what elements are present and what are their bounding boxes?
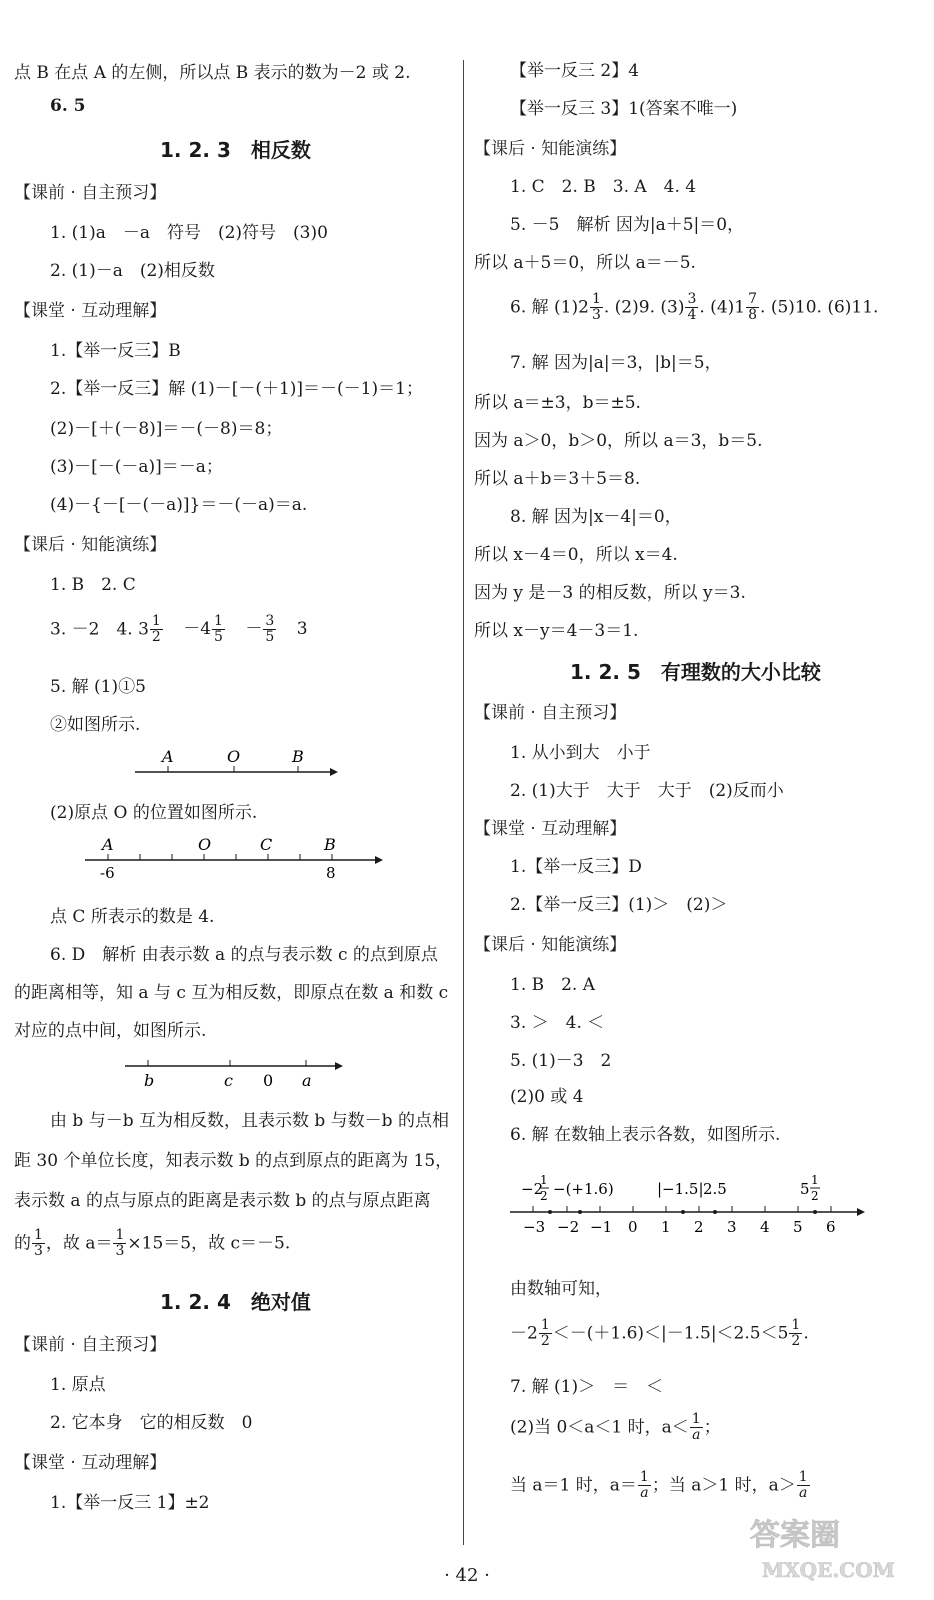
subsection-label: 【课后 · 知能演练】 bbox=[14, 535, 167, 555]
text-line: 2.【举一反三】解 (1)－[－(＋1)]＝－(－1)＝1； bbox=[50, 379, 423, 399]
text-line: 3. ＞ 4. ＜ bbox=[510, 1013, 605, 1033]
text-line: 1. 原点 bbox=[50, 1375, 106, 1395]
subsection-label: 【课前 · 自主预习】 bbox=[474, 703, 627, 723]
denominator: a bbox=[692, 1427, 701, 1444]
number-line-3 bbox=[120, 1052, 350, 1092]
point-label-numerator: 1 bbox=[811, 1173, 819, 1187]
numerator: 1 bbox=[540, 1317, 550, 1333]
text-line: 1.【举一反三】B bbox=[50, 341, 181, 361]
text-segment: . (4)1 bbox=[699, 297, 746, 318]
text-line: 1. B 2. C bbox=[50, 575, 136, 595]
text-line: 所以 x－y＝4－3＝1. bbox=[474, 621, 639, 641]
point-label-b: b bbox=[144, 1071, 155, 1090]
text-line: 1.【举一反三】D bbox=[510, 857, 642, 877]
denominator: 8 bbox=[748, 307, 758, 324]
text-line: 1.【举一反三 1】±2 bbox=[50, 1493, 210, 1513]
numerator: 1 bbox=[115, 1227, 125, 1243]
text-line: 5. 解 (1)①5 bbox=[50, 677, 146, 697]
number-line-2 bbox=[80, 832, 390, 882]
arrow-icon bbox=[335, 1062, 343, 1070]
text-line: 所以 a＋5＝0，所以 a＝－5. bbox=[474, 253, 696, 273]
point-label-c: c bbox=[224, 1071, 233, 1090]
fraction bbox=[32, 1228, 45, 1260]
text-segment: 3 bbox=[296, 619, 308, 640]
point-label: |−1.5| bbox=[657, 1180, 704, 1198]
fraction bbox=[263, 614, 276, 646]
denominator: 2 bbox=[540, 1333, 550, 1350]
point-label-denominator: 2 bbox=[811, 1189, 819, 1203]
text-segment: 6. 解 (1)2 bbox=[510, 297, 589, 318]
watermark-text: 答案圈 bbox=[750, 1518, 840, 1553]
numerator: 1 bbox=[791, 1317, 801, 1333]
text-segment: 当 a＝1 时，a＝ bbox=[510, 1475, 637, 1496]
text-segment: ； bbox=[703, 1417, 721, 1438]
numerator: 3 bbox=[687, 291, 697, 307]
text-segment: . bbox=[803, 1323, 809, 1344]
tick-label: 8 bbox=[326, 864, 336, 882]
text-segment: . (5)10. (6)11. bbox=[760, 297, 879, 318]
text-line: 对应的点中间，如图所示. bbox=[14, 1021, 207, 1041]
text-line: 所以 a＝±3，b＝±5. bbox=[474, 393, 641, 413]
denominator: a bbox=[640, 1485, 649, 1502]
text-segment: －2 bbox=[510, 1323, 538, 1344]
arrow-icon bbox=[375, 856, 383, 864]
ticks bbox=[108, 854, 332, 860]
section-heading-1-2-5: 1. 2. 5 有理数的大小比较 bbox=[570, 660, 821, 684]
fraction bbox=[746, 292, 759, 324]
text-line: 2.【举一反三】(1)＞ (2)＞ bbox=[510, 895, 728, 915]
text-line: ②如图所示. bbox=[50, 715, 141, 735]
point-label-B: B bbox=[292, 747, 304, 766]
fraction bbox=[590, 292, 603, 324]
text-segment: 3. －2 4. 3 bbox=[50, 619, 149, 640]
text-line-fractions bbox=[14, 1228, 290, 1260]
tick-label: 0 bbox=[628, 1218, 638, 1236]
fraction bbox=[539, 1318, 552, 1350]
subsection-label: 【课后 · 知能演练】 bbox=[474, 139, 627, 159]
text-segment: － bbox=[245, 619, 263, 640]
fraction bbox=[113, 1228, 126, 1260]
text-line: 5. －5 解析 因为|a＋5|＝0， bbox=[510, 215, 745, 235]
text-line: 点 B 在点 A 的左侧，所以点 B 表示的数为－2 或 2. bbox=[14, 63, 411, 83]
point-label-O: O bbox=[227, 747, 241, 766]
subsection-label: 【课后 · 知能演练】 bbox=[474, 935, 627, 955]
column-divider bbox=[463, 60, 464, 1545]
tick-label: 4 bbox=[760, 1218, 770, 1236]
numerator: 1 bbox=[639, 1469, 649, 1485]
page-number: · 42 · bbox=[444, 1565, 490, 1586]
point-label-B: B bbox=[324, 835, 336, 854]
text-segment: ×15＝5，故 c＝－5. bbox=[127, 1233, 291, 1254]
text-line: 由数轴可知， bbox=[510, 1279, 612, 1299]
text-line: 【举一反三 2】4 bbox=[510, 61, 640, 81]
number-line-1 bbox=[120, 742, 340, 782]
tick-label: 5 bbox=[793, 1218, 803, 1236]
text-line: (3)－[－(－a)]＝－a； bbox=[50, 457, 223, 477]
text-line: 6. 解 在数轴上表示各数，如图所示. bbox=[510, 1125, 781, 1145]
text-line: 2. (1)－a (2)相反数 bbox=[50, 261, 215, 281]
text-line-fractions bbox=[510, 1470, 811, 1502]
point-label: −(+1.6) bbox=[553, 1180, 614, 1198]
text-line: 所以 x－4＝0，所以 x＝4. bbox=[474, 545, 678, 565]
text-line: 点 C 所表示的数是 4. bbox=[50, 907, 215, 927]
subsection-label: 【课堂 · 互动理解】 bbox=[14, 1453, 167, 1473]
text-line-fractions bbox=[50, 614, 308, 646]
numerator: 1 bbox=[691, 1411, 701, 1427]
text-line: 1. (1)a －a 符号 (2)符号 (3)0 bbox=[50, 223, 328, 243]
text-line: 【举一反三 3】1(答案不唯一) bbox=[510, 99, 738, 119]
tick-label: −1 bbox=[590, 1218, 613, 1236]
point-label-origin: 0 bbox=[263, 1071, 274, 1090]
fraction bbox=[638, 1470, 651, 1502]
point-label-O: O bbox=[198, 835, 212, 854]
text-line: 2. 它本身 它的相反数 0 bbox=[50, 1413, 253, 1433]
point-label-a: a bbox=[302, 1071, 312, 1090]
numerator: 1 bbox=[151, 613, 161, 629]
numerator: 1 bbox=[214, 613, 223, 629]
text-line: 因为 a＞0，b＞0，所以 a＝3，b＝5. bbox=[474, 431, 763, 451]
tick-label: 2 bbox=[694, 1218, 704, 1236]
subsection-label: 【课前 · 自主预习】 bbox=[14, 183, 167, 203]
denominator: a bbox=[799, 1485, 808, 1502]
point-label-C: C bbox=[260, 835, 273, 854]
subsection-label: 【课堂 · 互动理解】 bbox=[474, 819, 627, 839]
text-line: (4)－{－[－(－a)]}＝－(－a)＝a. bbox=[50, 495, 308, 515]
fraction bbox=[150, 614, 163, 646]
numerator: 1 bbox=[34, 1227, 43, 1243]
fraction bbox=[212, 614, 225, 646]
text-line: 的距离相等，知 a 与 c 互为相反数，即原点在数 a 和数 c bbox=[14, 983, 449, 1003]
point-label-A: A bbox=[102, 835, 114, 854]
text-line: 2. (1)大于 大于 大于 (2)反而小 bbox=[510, 781, 784, 801]
denominator: 4 bbox=[687, 307, 697, 324]
numerator: 1 bbox=[591, 291, 601, 307]
text-line: 距 30 个单位长度，知表示数 b 的点到原点的距离为 15， bbox=[14, 1151, 453, 1171]
fraction bbox=[789, 1318, 802, 1350]
denominator: 3 bbox=[34, 1243, 43, 1260]
text-line: 8. 解 因为|x－4|＝0， bbox=[510, 507, 682, 527]
tick-labels bbox=[523, 1218, 836, 1236]
text-segment: (2)当 0＜a＜1 时，a＜ bbox=[510, 1417, 689, 1438]
text-line: 由 b 与－b 互为相反数，且表示数 b 与数－b 的点相 bbox=[50, 1111, 449, 1131]
subsection-label: 【课前 · 自主预习】 bbox=[14, 1335, 167, 1355]
text-line: 6. 5 bbox=[50, 96, 86, 116]
text-line: 表示数 a 的点与原点的距离是表示数 b 的点与原点距离 bbox=[14, 1191, 431, 1211]
denominator: 2 bbox=[151, 629, 161, 646]
section-heading-1-2-4: 1. 2. 4 绝对值 bbox=[160, 1290, 311, 1314]
denominator: 5 bbox=[265, 629, 275, 646]
tick-label: 3 bbox=[727, 1218, 737, 1236]
point-label: 5 bbox=[800, 1180, 810, 1198]
subsection-label: 【课堂 · 互动理解】 bbox=[14, 301, 167, 321]
text-line: 所以 a＋b＝3＋5＝8. bbox=[474, 469, 641, 489]
denominator: 5 bbox=[214, 629, 223, 646]
text-segment: ；当 a＞1 时，a＞ bbox=[651, 1475, 796, 1496]
ticks bbox=[148, 1060, 306, 1066]
fraction bbox=[685, 292, 698, 324]
text-line: 7. 解 因为|a|＝3，|b|＝5， bbox=[510, 353, 722, 373]
tick-label: 1 bbox=[661, 1218, 671, 1236]
text-line: 1. C 2. B 3. A 4. 4 bbox=[510, 177, 697, 197]
tick-label: 6 bbox=[826, 1218, 836, 1236]
text-segment: －4 bbox=[183, 619, 212, 640]
text-segment: ，故 a＝ bbox=[45, 1233, 113, 1254]
point-label-denominator: 2 bbox=[540, 1189, 548, 1203]
text-segment: ＜－(＋1.6)＜|－1.5|＜2.5＜5 bbox=[552, 1323, 789, 1344]
text-line: 5. (1)－3 2 bbox=[510, 1051, 612, 1071]
point-label-A: A bbox=[162, 747, 174, 766]
text-line: 6. D 解析 由表示数 a 的点与表示数 c 的点到原点 bbox=[50, 945, 438, 965]
text-line: 因为 y 是－3 的相反数，所以 y＝3. bbox=[474, 583, 746, 603]
text-line-fractions bbox=[510, 292, 878, 324]
point-label: −2 bbox=[521, 1180, 544, 1198]
point-label-numerator: 1 bbox=[540, 1173, 548, 1187]
text-line: 7. 解 (1)＞ ＝ ＜ bbox=[510, 1377, 664, 1397]
text-line: (2)原点 O 的位置如图所示. bbox=[50, 803, 258, 823]
watermark-url: MXQE.COM bbox=[762, 1558, 895, 1582]
arrow-icon bbox=[857, 1208, 865, 1216]
text-line: 1. 从小到大 小于 bbox=[510, 743, 651, 763]
numerator: 3 bbox=[265, 613, 275, 629]
text-segment: 的 bbox=[14, 1233, 31, 1254]
text-line: (2)－[＋(－8)]＝－(－8)＝8； bbox=[50, 419, 283, 439]
text-segment: . (2)9. (3) bbox=[603, 297, 685, 318]
numerator: 7 bbox=[748, 291, 758, 307]
tick-label: −2 bbox=[557, 1218, 580, 1236]
text-line-fractions bbox=[510, 1318, 809, 1350]
fraction bbox=[690, 1412, 703, 1444]
denominator: 3 bbox=[591, 307, 601, 324]
tick-label: −3 bbox=[523, 1218, 546, 1236]
text-line: (2)0 或 4 bbox=[510, 1087, 584, 1107]
denominator: 3 bbox=[115, 1243, 125, 1260]
arrow-icon bbox=[330, 768, 338, 776]
tick-label: -6 bbox=[100, 864, 115, 882]
number-line-4 bbox=[505, 1160, 875, 1240]
text-line-fractions bbox=[510, 1412, 721, 1444]
text-line: 1. B 2. A bbox=[510, 975, 596, 995]
section-heading-1-2-3: 1. 2. 3 相反数 bbox=[160, 138, 311, 162]
denominator: 2 bbox=[791, 1333, 801, 1350]
fraction bbox=[797, 1470, 810, 1502]
numerator: 1 bbox=[798, 1469, 808, 1485]
point-label: 2.5 bbox=[703, 1180, 727, 1198]
